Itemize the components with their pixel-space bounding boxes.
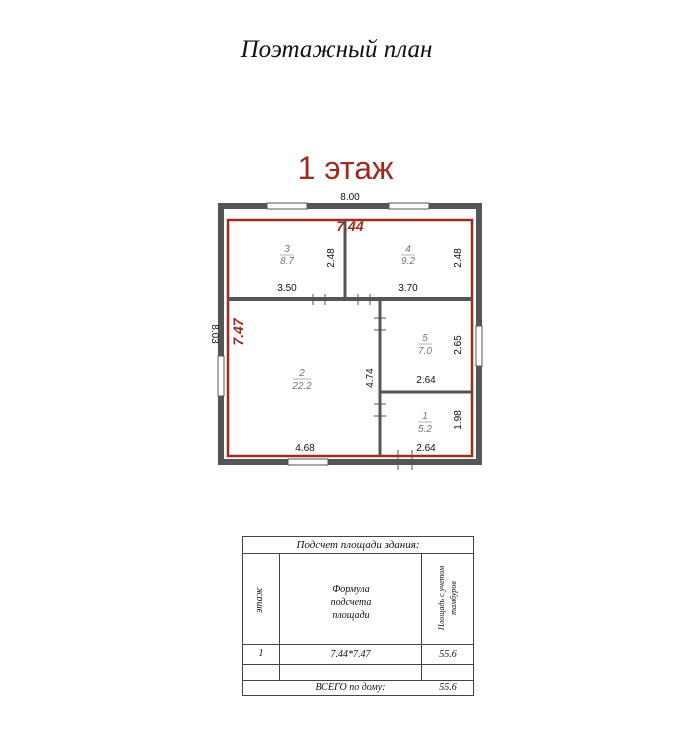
dim-inner-height: 7.47 (230, 318, 246, 346)
window-top-left (267, 203, 307, 209)
room1-number: 1 (422, 411, 428, 422)
area-table (242, 536, 474, 696)
row-formula: 7.44*7.47 (330, 649, 371, 660)
col-area-header: Площадь с учетом тамбуров (437, 565, 458, 631)
dim-room5-width: 2.64 (416, 375, 436, 386)
table-caption: Подсчет площади здания: (243, 537, 473, 554)
window-bottom (288, 459, 328, 465)
row-floor: 1 (258, 648, 264, 659)
dim-room2-width: 4.68 (295, 443, 315, 454)
dim-room4-width: 3.70 (398, 283, 418, 294)
dim-room3-width: 3.50 (277, 283, 297, 294)
dim-inner-width: 7.44 (336, 218, 364, 234)
dim-outer-width: 8.00 (340, 192, 360, 203)
room4-number: 4 (405, 244, 411, 255)
room1-area: 5.2 (418, 424, 432, 435)
dim-room4-height: 2.48 (453, 248, 464, 268)
room2-number: 2 (299, 368, 305, 379)
outer-wall (221, 206, 479, 462)
row-area: 55.6 (439, 649, 457, 660)
window-right (476, 326, 482, 366)
room3-number: 3 (284, 244, 290, 255)
col-floor-header: этаж (254, 587, 265, 613)
dim-outer-height: 8.03 (209, 324, 220, 344)
floor-title: 1 этаж (297, 150, 394, 186)
dim-room5-height: 2.65 (453, 335, 464, 355)
total-value: 55.6 (439, 682, 457, 693)
room5-area: 7.0 (418, 346, 432, 357)
col-formula-header: Формула подсчета площади (330, 584, 372, 621)
dim-room1-width: 2.64 (416, 443, 436, 454)
room3-area: 8.7 (280, 256, 294, 267)
room2-area: 22.2 (292, 381, 312, 392)
dim-room3-height: 2.48 (326, 248, 337, 268)
inner-outline (228, 220, 472, 456)
window-top-right (389, 203, 429, 209)
page-title: Поэтажный план (240, 36, 433, 63)
room4-area: 9.2 (401, 256, 415, 267)
dim-room2-height: 4.74 (365, 368, 376, 388)
window-left (218, 356, 224, 396)
dim-room1-height: 1.98 (453, 410, 464, 430)
total-label: ВСЕГО по дому: (315, 682, 386, 693)
room5-number: 5 (422, 333, 428, 344)
